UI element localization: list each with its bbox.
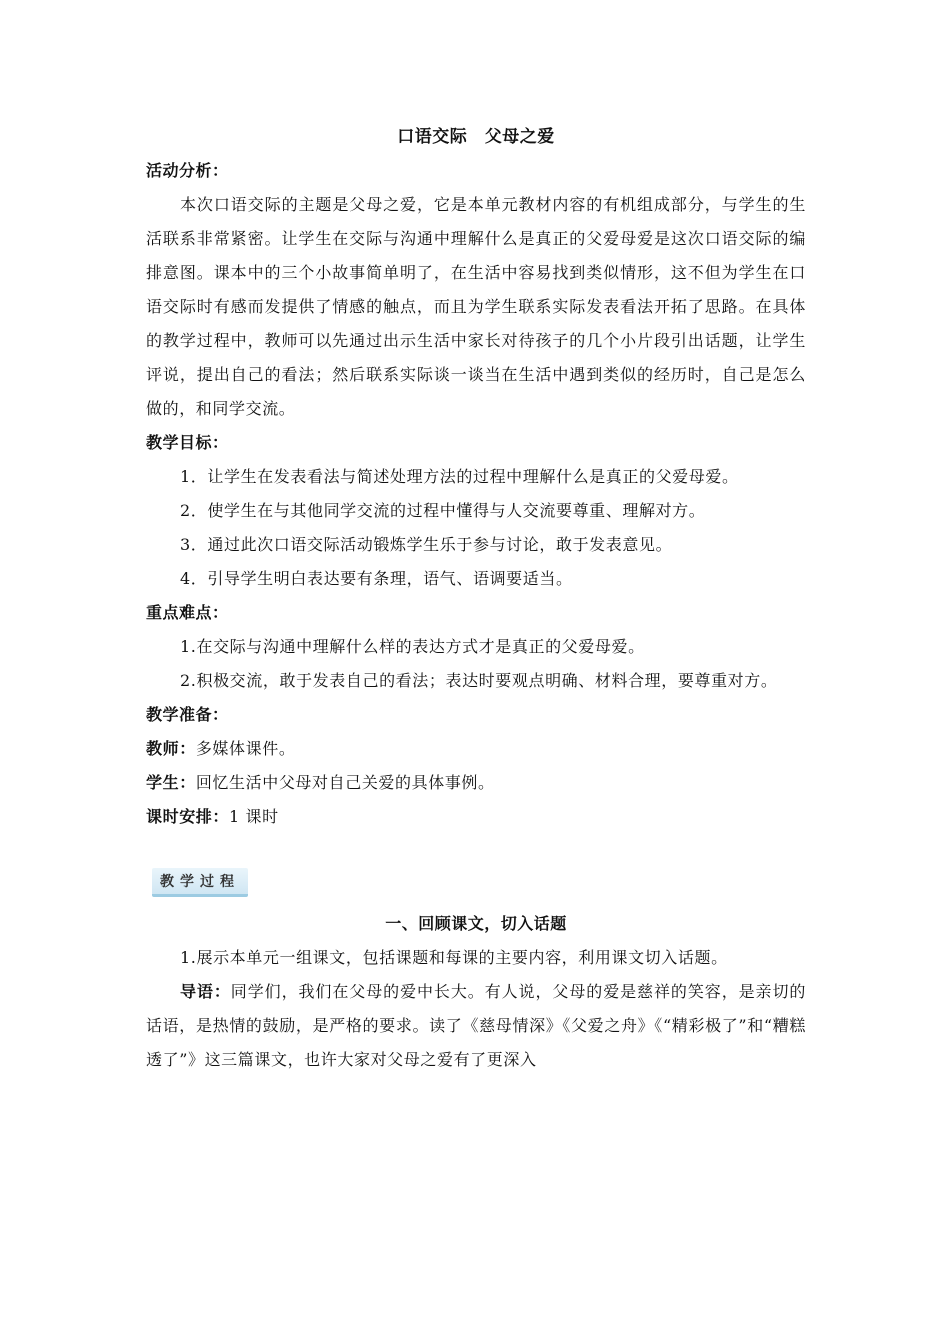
- schedule-line: [146, 800, 806, 834]
- spacer: [146, 834, 806, 868]
- difficulty-item-1: 1.在交际与沟通中理解什么样的表达方式才是真正的父爱母爱。: [180, 637, 645, 656]
- document-title: 口语交际 父母之爱: [397, 127, 555, 147]
- document-page: [146, 120, 806, 1077]
- analysis-heading: 活动分析：: [146, 161, 229, 180]
- difficulties-heading: 重点难点：: [146, 603, 229, 622]
- guide-text: 同学们，我们在父母的爱中长大。有人说，父母的爱是慈祥的笑容，是亲切的话语，是热情的鼓励，是严格的要求。读了《慈母情深》《父爱之舟》《“精彩极了”和“糟糕透了”》这三篇课文，也许大家对父母之爱有了更深入: [146, 982, 806, 1069]
- teaching-process-badge-label: 教学过程: [160, 874, 240, 890]
- section-title: 一、回顾课文，切入话题: [385, 914, 567, 933]
- goal-item-3: 3．通过此次口语交际活动锻炼学生乐于参与讨论，敢于发表意见。: [180, 535, 673, 554]
- goal-item-4: 4．引导学生明白表达要有条理，语气、语调要适当。: [180, 569, 573, 588]
- student-label: 学生：: [146, 773, 196, 792]
- analysis-paragraph: 本次口语交际的主题是父母之爱，它是本单元教材内容的有机组成部分，与学生的生活联系非常紧密。让学生在交际与沟通中理解什么是真正的父爱母爱是这次口语交际的编排意图。课本中的三个小故事简单明了，在生活中容易找到类似情形，这不但为学生在口语交际时有感而发提供了情感的触点，而且为学生联系实际发表看法开拓了思路。在具体的教学过程中，教师可以先通过出示生活中家长对待孩子的几个小片段引出话题，让学生评说，提出自己的看法；然后联系实际谈一谈当在生活中遇到类似的经历时，自己是怎么做的，和同学交流。: [146, 195, 806, 418]
- guide-paragraph: [146, 975, 806, 1077]
- goal-item-1: 1．让学生在发表看法与简述处理方法的过程中理解什么是真正的父爱母爱。: [180, 467, 739, 486]
- preparation-heading: 教学准备：: [146, 705, 229, 724]
- teaching-process-badge: [152, 868, 248, 897]
- teacher-text: 多媒体课件。: [195, 739, 296, 758]
- schedule-label: 课时安排：: [146, 807, 230, 826]
- student-preparation: [146, 766, 806, 800]
- process-step-1: 1.展示本单元一组课文，包括课题和每课的主要内容，利用课文切入话题。: [180, 948, 728, 967]
- difficulty-item-2: 2.积极交流，敢于发表自己的看法；表达时要观点明确、材料合理，要尊重对方。: [180, 671, 778, 690]
- teacher-label: 教师：: [146, 739, 196, 758]
- schedule-text: 1 课时: [229, 807, 279, 826]
- goal-item-2: 2．使学生在与其他同学交流的过程中懂得与人交流要尊重、理解对方。: [180, 501, 706, 520]
- guide-label: 导语：: [180, 982, 231, 1001]
- teacher-preparation: [146, 732, 806, 766]
- student-text: 回忆生活中父母对自己关爱的具体事例。: [195, 773, 495, 792]
- goals-heading: 教学目标：: [146, 433, 229, 452]
